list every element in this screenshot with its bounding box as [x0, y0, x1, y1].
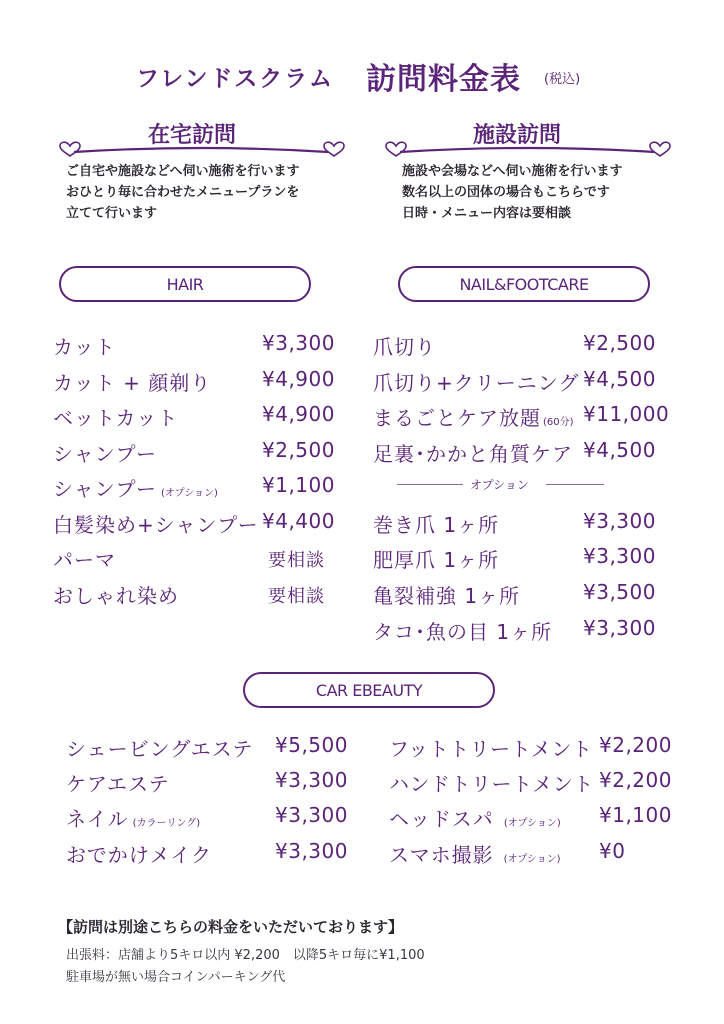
- care-item-price: ¥3,300: [275, 803, 348, 827]
- heart-icon: [324, 142, 344, 156]
- hair-item-price: ¥1,100: [262, 473, 335, 497]
- nail-option-price: ¥3,500: [583, 580, 656, 604]
- care-item-note: (カラーリング): [132, 818, 201, 829]
- care-item-price: ¥5,500: [275, 733, 348, 757]
- option-label: オプション: [470, 478, 529, 492]
- care-item-price: ¥0: [599, 839, 626, 863]
- nail-item-price: ¥2,500: [583, 331, 656, 355]
- nail-option-price: ¥3,300: [583, 544, 656, 568]
- hair-item-price: ¥4,900: [262, 367, 335, 391]
- hair-item-name: 白髪染め+シャンプー: [53, 513, 259, 537]
- parking-note: 駐車場が無い場合コインパーキング代: [66, 970, 286, 985]
- option-rule-right: [546, 484, 604, 485]
- nail-item-note: (60分): [543, 417, 574, 428]
- nail-option-name: タコ･魚の目 1ヶ所: [373, 620, 553, 644]
- hair-item-price: 要相談: [268, 550, 325, 571]
- hair-item-price: ¥2,500: [262, 438, 335, 462]
- care-item-name: スマホ撮影 (オプション): [389, 843, 561, 867]
- home-visit-divider: [56, 136, 348, 162]
- nail-item-name: 爪切り+クリーニング: [373, 371, 580, 395]
- hair-item-price: ¥4,400: [262, 509, 335, 533]
- nail-option-name: 亀裂補強 1ヶ所: [373, 584, 521, 608]
- nail-item-price: ¥11,000: [583, 402, 670, 426]
- care-item-name: シェービングエステ: [66, 737, 254, 761]
- hair-item-name: シャンプー: [53, 442, 157, 466]
- hair-item-name: パーマ: [53, 548, 116, 572]
- care-item-price: ¥1,100: [599, 803, 672, 827]
- tax-note: (税込): [544, 72, 581, 87]
- facility-visit-description: 施設や会場などへ伺い施術を行います 数名以上の団体の場合もこちらです 日時・メニュー内容は要相談: [402, 164, 623, 221]
- nail-item-price: ¥4,500: [583, 438, 656, 462]
- option-rule-left: [397, 484, 463, 485]
- care-item-price: ¥3,300: [275, 768, 348, 792]
- care-item-name: フットトリートメント: [389, 737, 593, 761]
- care-item-name: ケアエステ: [66, 772, 170, 796]
- home-visit-heading: 在宅訪問: [148, 123, 237, 148]
- hair-item-price: ¥3,300: [262, 331, 335, 355]
- nail-category-label: NAIL&FOOTCARE: [398, 266, 650, 302]
- care-item-price: ¥3,300: [275, 839, 348, 863]
- care-item-name: ネイル (カラーリング): [66, 807, 201, 831]
- care-beauty-category-label: CAR EBEAUTY: [243, 672, 495, 708]
- brand-name: フレンドスクラム: [136, 66, 335, 92]
- heart-icon: [60, 142, 80, 156]
- hair-item-note: (オプション): [161, 488, 218, 499]
- care-item-note: (オプション): [503, 854, 561, 865]
- nail-item-name: まるごとケア放題 (60分): [373, 406, 574, 430]
- hair-item-name: おしゃれ染め: [53, 584, 179, 608]
- care-item-price: ¥2,200: [599, 768, 672, 792]
- care-item-note: (オプション): [503, 818, 561, 829]
- hair-item-price: ¥4,900: [262, 402, 335, 426]
- facility-visit-heading: 施設訪問: [473, 123, 562, 148]
- hair-category-label: HAIR: [59, 266, 311, 302]
- nail-item-name: 足裏･かかと角質ケア: [373, 442, 573, 466]
- home-visit-description: ご自宅や施設などへ伺い施術を行います おひとり毎に合わせたメニュープランを 立てて行います: [66, 164, 300, 221]
- hair-item-price: 要相談: [268, 586, 325, 607]
- care-item-name: ハンドトリートメント: [389, 772, 594, 796]
- facility-visit-divider: [382, 136, 674, 162]
- hair-item-name: カット: [53, 335, 116, 359]
- page-title: 訪問料金表: [366, 62, 521, 97]
- nail-item-name: 爪切り: [373, 335, 436, 359]
- hair-item-name: ベットカット: [53, 406, 179, 430]
- hair-item-name: シャンプー (オプション): [53, 477, 218, 501]
- nail-option-name: 巻き爪 1ヶ所: [373, 513, 500, 537]
- care-item-name: おでかけメイク: [66, 843, 212, 867]
- nail-item-price: ¥4,500: [583, 367, 656, 391]
- notes-title: 【訪問は別途こちらの料金をいただいております】: [58, 918, 404, 936]
- travel-fee-note: 出張料：店舗より5キロ以内 ¥2,200 以降5キロ毎に¥1,100: [66, 948, 425, 963]
- care-item-price: ¥2,200: [599, 733, 672, 757]
- nail-option-price: ¥3,300: [583, 509, 656, 533]
- nail-option-name: 肥厚爪 1ヶ所: [373, 548, 500, 572]
- nail-option-price: ¥3,300: [583, 616, 656, 640]
- care-item-name: ヘッドスパ (オプション): [389, 807, 561, 831]
- hair-item-name: カット + 顔剃り: [53, 371, 212, 395]
